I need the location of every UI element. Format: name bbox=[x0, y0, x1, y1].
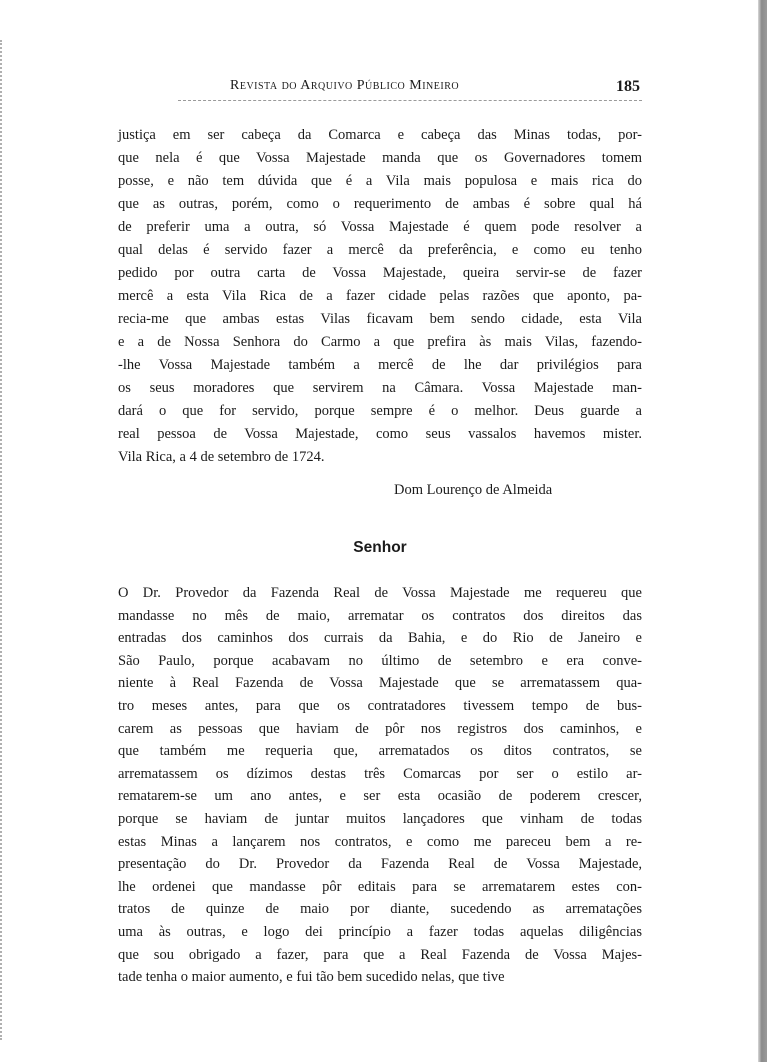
text-line: carem as pessoas que haviam de pôr nos registros dos caminhos, e bbox=[118, 720, 642, 737]
header-rule bbox=[178, 100, 642, 101]
running-header bbox=[118, 78, 642, 104]
text-line: porque se haviam de juntar muitos lançadores que vinham de todas bbox=[118, 810, 642, 827]
text-line: estas Minas a lançarem nos contratos, e como me pareceu bem a re- bbox=[118, 833, 642, 850]
text-line: e a de Nossa Senhora do Carmo a que prefira às mais Vilas, fazendo- bbox=[118, 334, 642, 350]
scan-binding-edge bbox=[758, 0, 767, 1062]
text-line: O Dr. Provedor da Fazenda Real de Vossa Majestade me requereu que bbox=[118, 585, 642, 601]
text-line: pedido por outra carta de Vossa Majestade, queira servir-se de fazer bbox=[118, 265, 642, 281]
text-line: mandasse no mês de maio, arrematar os contratos dos direitos das bbox=[118, 607, 642, 624]
text-line: qual delas é servido fazer a mercê da preferência, e como eu tenho bbox=[118, 242, 642, 258]
text-line: entradas dos caminhos dos currais da Bahia, e do Rio de Janeiro e bbox=[118, 630, 642, 647]
text-line: recia-me que ambas estas Vilas ficavam bem sendo cidade, esta Vila bbox=[118, 311, 642, 327]
text-line: lhe ordenei que mandasse pôr editais para se arrematarem estes con- bbox=[118, 878, 642, 895]
text-line: de preferir uma a outra, só Vossa Majestade é quem pode resolver a bbox=[118, 219, 642, 235]
text-line: uma às outras, e logo dei princípio a fazer todas aquelas diligências bbox=[118, 923, 642, 940]
text-line: tro meses antes, para que os contratadores tivessem tempo de bus- bbox=[118, 697, 642, 714]
text-line: que sou obrigado a fazer, para que a Real Fazenda de Vossa Majes- bbox=[118, 946, 642, 963]
text-line: justiça em ser cabeça da Comarca e cabeça das Minas todas, por- bbox=[118, 127, 642, 143]
text-line: real pessoa de Vossa Majestade, como seus vassalos havemos mister. bbox=[118, 426, 642, 442]
text-line: presentação do Dr. Provedor da Fazenda Real de Vossa Majestade, bbox=[118, 856, 642, 873]
text-line: -lhe Vossa Majestade também a mercê de lhe dar privilégios para bbox=[118, 357, 642, 373]
text-line: que também me requeria que, arrematados os ditos contratos, se bbox=[118, 743, 642, 760]
text-line: Vila Rica, a 4 de setembro de 1724. bbox=[118, 449, 325, 465]
text-line: os seus moradores que servirem na Câmara. Vossa Majestade man- bbox=[118, 380, 642, 396]
page-number: 185 bbox=[616, 78, 640, 95]
salutation-heading: Senhor bbox=[353, 539, 407, 556]
text-line: tade tenha o maior aumento, e fui tão bem sucedido nelas, que tive bbox=[118, 969, 505, 986]
letter-2-body bbox=[118, 582, 642, 989]
letter-1-body bbox=[118, 124, 642, 469]
text-line: niente à Real Fazenda de Vossa Majestade que se arrematassem qua- bbox=[118, 675, 642, 692]
signature: Dom Lourenço de Almeida bbox=[394, 482, 553, 498]
text-line: arrematassem os dízimos destas três Comarcas por ser o estilo ar- bbox=[118, 765, 642, 782]
text-line: que nela é que Vossa Majestade manda que os Governadores tomem bbox=[118, 150, 642, 166]
text-line: que as outras, porém, como o requerimento de ambas é sobre qual há bbox=[118, 196, 642, 212]
text-line: São Paulo, porque acabavam no último de setembro e era conve- bbox=[118, 652, 642, 669]
text-line: mercê a esta Vila Rica de a fazer cidade pelas razões que aponto, pa- bbox=[118, 288, 642, 304]
text-line: rematarem-se um ano antes, e ser esta ocasião de poderem crescer, bbox=[118, 788, 642, 805]
scan-edge-marks bbox=[0, 40, 5, 1040]
text-line: posse, e não tem dúvida que é a Vila mais populosa e mais rica do bbox=[118, 173, 642, 189]
text-line: dará o que for servido, porque sempre é o melhor. Deus guarde a bbox=[118, 403, 642, 419]
text-line: tratos de quinze de maio por diante, sucedendo as arrematações bbox=[118, 901, 642, 918]
journal-title: Revista do Arquivo Público Mineiro bbox=[230, 78, 460, 93]
